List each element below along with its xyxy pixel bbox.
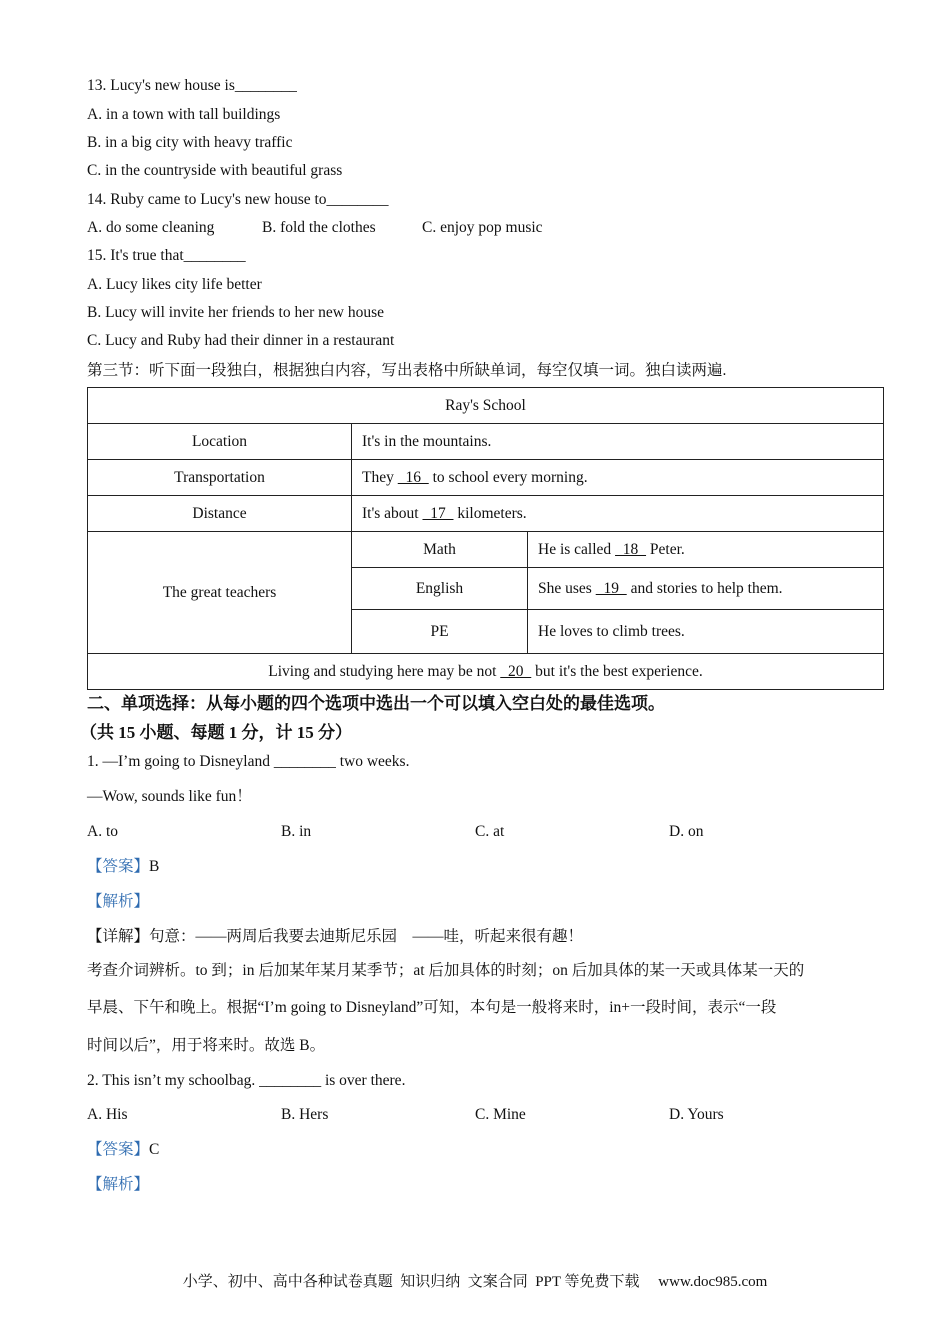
question-1-reply: —Wow, sounds like fun！ xyxy=(87,788,252,805)
option-15c: C. Lucy and Ruby had their dinner in a restaurant xyxy=(87,332,395,349)
q2-option-b: B. Hers xyxy=(281,1106,329,1123)
blank-16: 16 xyxy=(397,468,429,486)
english-label: English xyxy=(352,568,528,610)
question-14: 14. Ruby came to Lucy's new house to________ xyxy=(87,191,389,208)
q1-option-d: D. on xyxy=(669,823,704,840)
question-13: 13. Lucy's new house is________ xyxy=(87,77,297,94)
q1-explanation-2: 早晨、下午和晚上。根据“I’m going to Disneyland”可知，本句是一般将来时，in+一段时间，表示“一段 xyxy=(87,999,777,1016)
q2-analysis-tag: 【解析】 xyxy=(87,1176,150,1193)
teachers-label: The great teachers xyxy=(88,532,352,654)
table-title: Ray's School xyxy=(88,388,884,424)
pe-value: He loves to climb trees. xyxy=(528,610,884,654)
location-label: Location xyxy=(88,424,352,460)
question-2: 2. This isn’t my schoolbag. ________ is over there. xyxy=(87,1072,406,1089)
blank-20: 20 xyxy=(500,662,532,680)
option-13c: C. in the countryside with beautiful grass xyxy=(87,162,343,179)
math-value: He is called 18 Peter. xyxy=(528,532,884,568)
q1-analysis-tag: 【解析】 xyxy=(87,893,150,910)
q1-answer: 【答案】B xyxy=(87,858,160,875)
option-13a: A. in a town with tall buildings xyxy=(87,106,281,123)
transportation-label: Transportation xyxy=(88,460,352,496)
location-value: It's in the mountains. xyxy=(352,424,884,460)
section-2-heading: 二、单项选择：从每小题的四个选项中选出一个可以填入空白处的最佳选项。 xyxy=(87,694,665,713)
q1-explanation-3: 时间以后”，用于将来时。故选 B。 xyxy=(87,1037,326,1054)
q1-option-c: C. at xyxy=(475,823,505,840)
option-15a: A. Lucy likes city life better xyxy=(87,276,262,293)
option-14c: C. enjoy pop music xyxy=(422,219,543,236)
q2-answer: 【答案】C xyxy=(87,1141,160,1158)
option-14a: A. do some cleaning xyxy=(87,219,215,236)
transportation-value: They 16 to school every morning. xyxy=(352,460,884,496)
q2-option-c: C. Mine xyxy=(475,1106,526,1123)
blank-18: 18 xyxy=(615,540,647,558)
distance-label: Distance xyxy=(88,496,352,532)
pe-label: PE xyxy=(352,610,528,654)
section-3-instructions: 第三节：听下面一段独白，根据独白内容，写出表格中所缺单词，每空仅填一词。独白读两遍. xyxy=(87,362,727,379)
option-15b: B. Lucy will invite her friends to her new house xyxy=(87,304,385,321)
blank-19: 19 xyxy=(595,579,627,597)
english-value: She uses 19 and stories to help them. xyxy=(528,568,884,610)
q1-explanation-1: 考查介词辨析。to 到；in 后加某年某月某季节；at 后加具体的时刻；on 后加具体的某一天或具体某一天的 xyxy=(87,962,805,979)
q2-option-a: A. His xyxy=(87,1106,128,1123)
page-footer: 小学、初中、高中各种试卷真题 知识归纳 文案合同 PPT 等免费下载 www.doc985.com xyxy=(182,1274,768,1290)
section-2-subheading: （共 15 小题、每题 1 分，计 15 分） xyxy=(80,723,352,742)
blank-17: 17 xyxy=(422,504,454,522)
question-1: 1. —I’m going to Disneyland ________ two weeks. xyxy=(87,753,410,770)
rays-school-table xyxy=(87,387,884,690)
math-label: Math xyxy=(352,532,528,568)
table-footer-row: Living and studying here may be not 20 but it's the best experience. xyxy=(88,654,884,690)
q1-option-a: A. to xyxy=(87,823,118,840)
question-15: 15. It's true that________ xyxy=(87,247,246,264)
q2-option-d: D. Yours xyxy=(669,1106,724,1123)
option-13b: B. in a big city with heavy traffic xyxy=(87,134,293,151)
distance-value: It's about 17 kilometers. xyxy=(352,496,884,532)
q1-detail: 【详解】句意：——两周后我要去迪斯尼乐园 ——哇，听起来很有趣！ xyxy=(87,928,584,945)
option-14b: B. fold the clothes xyxy=(262,219,376,236)
q1-option-b: B. in xyxy=(281,823,312,840)
